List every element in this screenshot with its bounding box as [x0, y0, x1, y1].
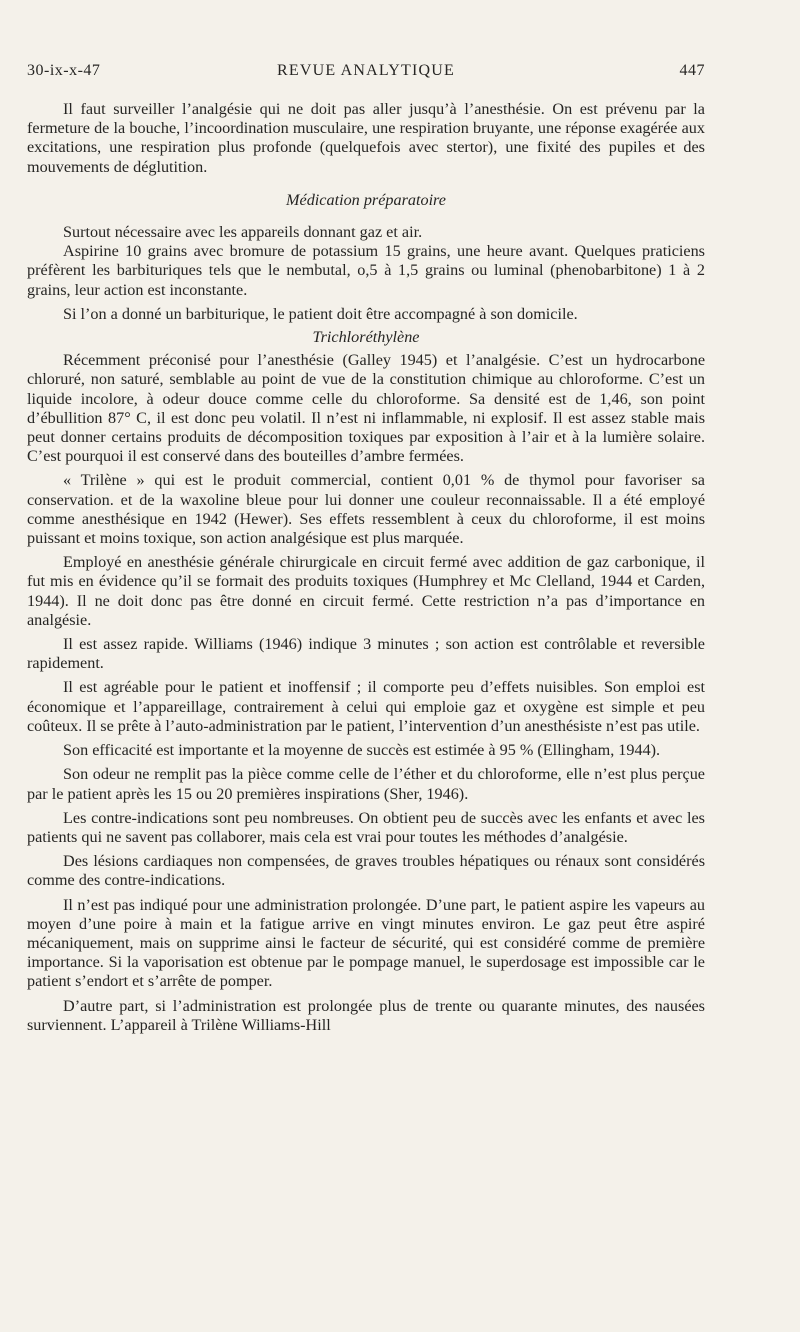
paragraph: D’autre part, si l’administration est prolongée plus de trente ou quarante minutes, des nausées surviennent. L’appareil à Trilène Williams-Hill: [27, 996, 705, 1034]
section-heading-medication: Médication préparatoire: [286, 190, 446, 209]
paragraph: Il est assez rapide. Williams (1946) indique 3 minutes ; son action est contrôlable et reversible rapidement.: [27, 635, 705, 673]
section-heading-trichlorethylene: Trichloréthylène: [312, 328, 420, 347]
paragraph: Il n’est pas indiqué pour une administration prolongée. D’une part, le patient aspire les vapeurs au moyen d’une poire à main et la fatigue arrive en vingt minutes environ. Le gaz peut être aspiré mécaniquement, mais on supprime ainsi le facteur de sécurité, qui est considéré comme de première importance. Si la vaporisation est obtenue par le pompage manuel, le superdosage est impossible car le patient s’endort et s’arrête de pomper.: [27, 895, 705, 991]
header-date-code: 30-ix-x-47: [27, 62, 101, 79]
paragraph: Récemment préconisé pour l’anesthésie (Galley 1945) et l’analgésie. C’est un hydrocarbone chloruré, non saturé, semblable au point de vue de la constitution chimique au chloroforme. C’est un liquide incolore, à odeur douce comme celle du chloroforme. Sa densité est de 1,46, son point d’ébullition 87° C, il est donc peu volatil. Il n’est ni inflammable, ni explosif. Il est assez stable mais peut donner certains produits de décomposition toxiques par exposition à l’air et à la lumière solaire. C’est pourquoi il est conservé dans des bouteilles d’ambre fermées.: [27, 351, 705, 466]
paragraph: Son odeur ne remplit pas la pièce comme celle de l’éther et du chloroforme, elle n’est plus perçue par le patient après les 15 ou 20 premières inspirations (Sher, 1946).: [27, 765, 705, 803]
article-body: [27, 100, 705, 1035]
paragraph: Employé en anesthésie générale chirurgicale en circuit fermé avec addition de gaz carbonique, il fut mis en évidence qu’il se formait des produits toxiques (Humphrey et Mc Clelland, 1944 et Carden, 1944). Il ne doit donc pas être donné en circuit fermé. Cette restriction n’a pas d’importance en analgésie.: [27, 553, 705, 629]
paragraph: Les contre-indications sont peu nombreuses. On obtient peu de succès avec les enfants et avec les patients qui ne savent pas collaborer, mais cela est vrai pour toutes les méthodes d’analgésie.: [27, 808, 705, 846]
paragraph: Surtout nécessaire avec les appareils donnant gaz et air.: [63, 223, 423, 242]
page-number: 447: [679, 62, 705, 79]
paragraph: Si l’on a donné un barbiturique, le patient doit être accompagné à son domicile.: [63, 304, 578, 323]
journal-title: REVUE ANALYTIQUE: [276, 62, 456, 79]
paragraph: Il faut surveiller l’analgésie qui ne doit pas aller jusqu’à l’anesthésie. On est prévenu par la fermeture de la bouche, l’incoordination musculaire, une respiration bruyante, une réponse exagérée aux excitations, une respiration plus profonde (quelquefois avec stertor), une fixité des pupiles et des mouvements de déglutition.: [27, 100, 705, 176]
paragraph: Son efficacité est importante et la moyenne de succès est estimée à 95 % (Ellingham, 1944).: [63, 741, 661, 760]
paragraph: Il est agréable pour le patient et inoffensif ; il comporte peu d’effets nuisibles. Son emploi est économique et l’appareillage, contrairement à celui qui emploie gaz et oxygène est simple et peu coûteux. Il se prête à l’auto-administration par le patient, l’intervention d’un anesthésiste n’est pas utile.: [27, 678, 705, 735]
paragraph: Aspirine 10 grains avec bromure de potassium 15 grains, une heure avant. Quelques praticiens préfèrent les barbituriques tels que le nembutal, o,5 à 1,5 grains ou luminal (phenobarbitone) 1 à 2 grains, leur action est inconstante.: [27, 242, 705, 299]
paragraph: Des lésions cardiaques non compensées, de graves troubles hépatiques ou rénaux sont considérés comme des contre-indications.: [27, 852, 705, 890]
paragraph: « Trilène » qui est le produit commercial, contient 0,01 % de thymol pour favoriser sa conservation. et de la waxoline bleue pour lui donner une couleur reconnaissable. Il a été employé comme anesthésique en 1942 (Hewer). Ses effets ressemblent à ceux du chloroforme, il est moins puissant et moins toxique, son action analgésique est plus marquée.: [27, 471, 705, 548]
running-header: [27, 62, 705, 84]
